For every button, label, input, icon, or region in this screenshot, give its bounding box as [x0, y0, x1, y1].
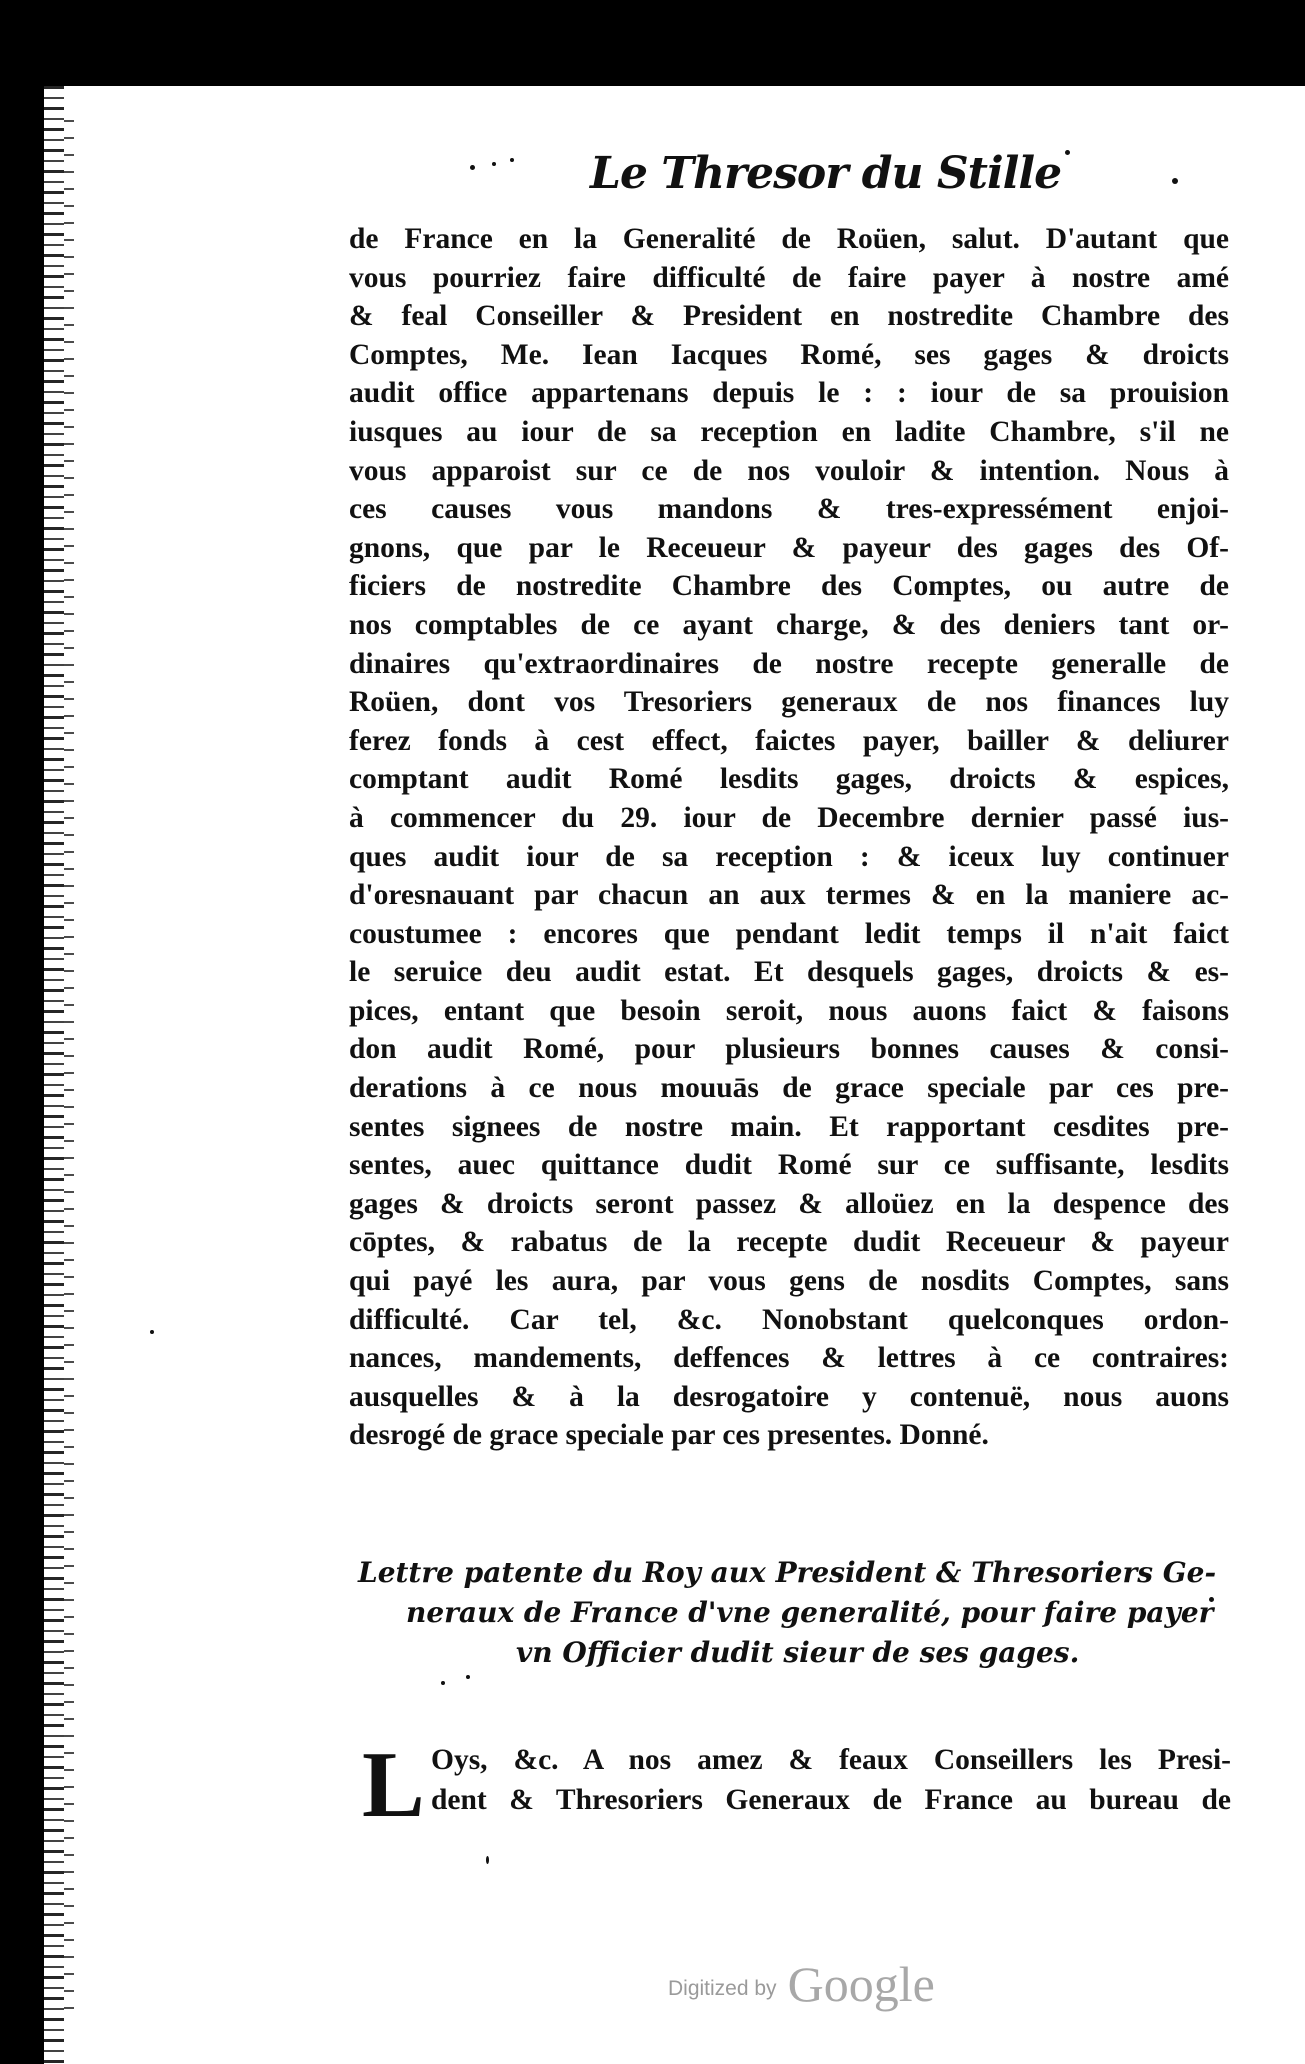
text-line: ferez fonds à cest effect, faictes payer, bailler & deliurer	[349, 724, 1229, 757]
text-line: coustumee : encores que pendant ledit temps il n'ait faict	[349, 917, 1229, 950]
google-logo: Google	[787, 1956, 935, 2012]
text-line: desrogé de grace speciale par ces presentes. Donné.	[349, 1419, 989, 1452]
ink-speck	[441, 1681, 445, 1685]
text-line: ausquelles & à la desrogatoire y contenuë, nous auons	[349, 1380, 1229, 1413]
heading-line: neraux de France d'vne generalité, pour faire payer	[406, 1596, 1214, 1629]
text-line: ces causes vous mandons & tres-expressément enjoi-	[349, 493, 1229, 526]
text-line: ques audit iour de sa reception : & iceux luy continuer	[349, 840, 1229, 873]
scan-edge-noise-inner	[64, 120, 74, 2020]
text-line: le seruice deu audit estat. Et desquels gages, droicts & es-	[349, 956, 1229, 989]
text-line: gages & droicts seront passez & alloüez en la despence des	[349, 1187, 1229, 1220]
section-heading	[358, 1553, 1238, 1673]
text-line: sentes signees de nostre main. Et rapportant cesdites pre-	[349, 1110, 1229, 1143]
running-head: Le Thresor du Stille	[590, 148, 1062, 199]
text-line: vous pourriez faire difficulté de faire payer à nostre amé	[349, 261, 1229, 294]
scan-left-border	[0, 0, 44, 2064]
digitized-watermark	[668, 1955, 935, 2013]
text-line: sentes, auec quittance dudit Romé sur ce suffisante, lesdits	[349, 1149, 1229, 1182]
text-line: nos comptables de ce ayant charge, & des deniers tant or-	[349, 608, 1229, 641]
ink-speck	[492, 162, 496, 166]
text-line: vous apparoist sur ce de nos vouloir & intention. Nous à	[349, 454, 1229, 487]
text-line: audit office appartenans depuis le : : iour de sa prouision	[349, 377, 1229, 410]
ink-speck	[150, 1330, 154, 1334]
text-line: d'oresnauant par chacun an aux termes & en la maniere ac-	[349, 879, 1229, 912]
ink-speck	[486, 1856, 489, 1864]
ink-speck	[470, 165, 475, 170]
text-line: qui payé les aura, par vous gens de nosdits Comptes, sans	[349, 1265, 1229, 1298]
ink-speck	[510, 158, 514, 162]
heading-line: vn Officier dudit sieur de ses gages.	[516, 1636, 1080, 1669]
scan-top-border	[0, 0, 1305, 86]
body-text	[349, 220, 1229, 1455]
drop-cap: L	[362, 1733, 425, 1837]
watermark-prefix: Digitized by	[668, 1977, 777, 2000]
text-line: iusques au iour de sa reception en ladite Chambre, s'il ne	[349, 415, 1229, 448]
text-line: Roüen, dont vos Tresoriers generaux de nos finances luy	[349, 686, 1229, 719]
text-line: difficulté. Car tel, &c. Nonobstant quelconques ordon-	[349, 1303, 1229, 1336]
text-line: Comptes, Me. Iean Iacques Romé, ses gages & droicts	[349, 338, 1229, 371]
text-line: don audit Romé, pour plusieurs bonnes causes & consi-	[349, 1033, 1229, 1066]
text-line: dent & Thresoriers Generaux de France au bureau de	[431, 1784, 1231, 1816]
ink-speck	[1172, 178, 1178, 184]
text-line: de France en la Generalité de Roüen, salut. D'autant que	[349, 223, 1229, 255]
text-line: & feal Conseiller & President en nostredite Chambre des	[349, 300, 1229, 333]
text-line: cōptes, & rabatus de la recepte dudit Receueur & payeur	[349, 1226, 1229, 1259]
text-line: nances, mandements, deffences & lettres à ce contraires:	[349, 1342, 1229, 1375]
text-line: derations à ce nous mouuās de grace speciale par ces pre-	[349, 1072, 1229, 1105]
heading-line: Lettre patente du Roy aux President & Thresoriers Ge-	[358, 1556, 1217, 1589]
text-line: ficiers de nostredite Chambre des Comptes, ou autre de	[349, 570, 1229, 603]
ink-speck	[466, 1675, 470, 1679]
ink-speck	[1065, 150, 1070, 155]
opening-paragraph	[431, 1740, 1231, 1820]
text-line: pices, entant que besoin seroit, nous auons faict & faisons	[349, 994, 1229, 1027]
text-line: gnons, que par le Receueur & payeur des gages des Of-	[349, 531, 1229, 564]
text-line: à commencer du 29. iour de Decembre dernier passé ius-	[349, 801, 1229, 834]
text-line: dinaires qu'extraordinaires de nostre recepte generalle de	[349, 647, 1229, 680]
text-line: comptant audit Romé lesdits gages, droicts & espices,	[349, 763, 1229, 796]
text-line: Oys, &c. A nos amez & feaux Conseillers les Presi-	[431, 1744, 1231, 1776]
scan-edge-noise	[44, 86, 64, 2064]
